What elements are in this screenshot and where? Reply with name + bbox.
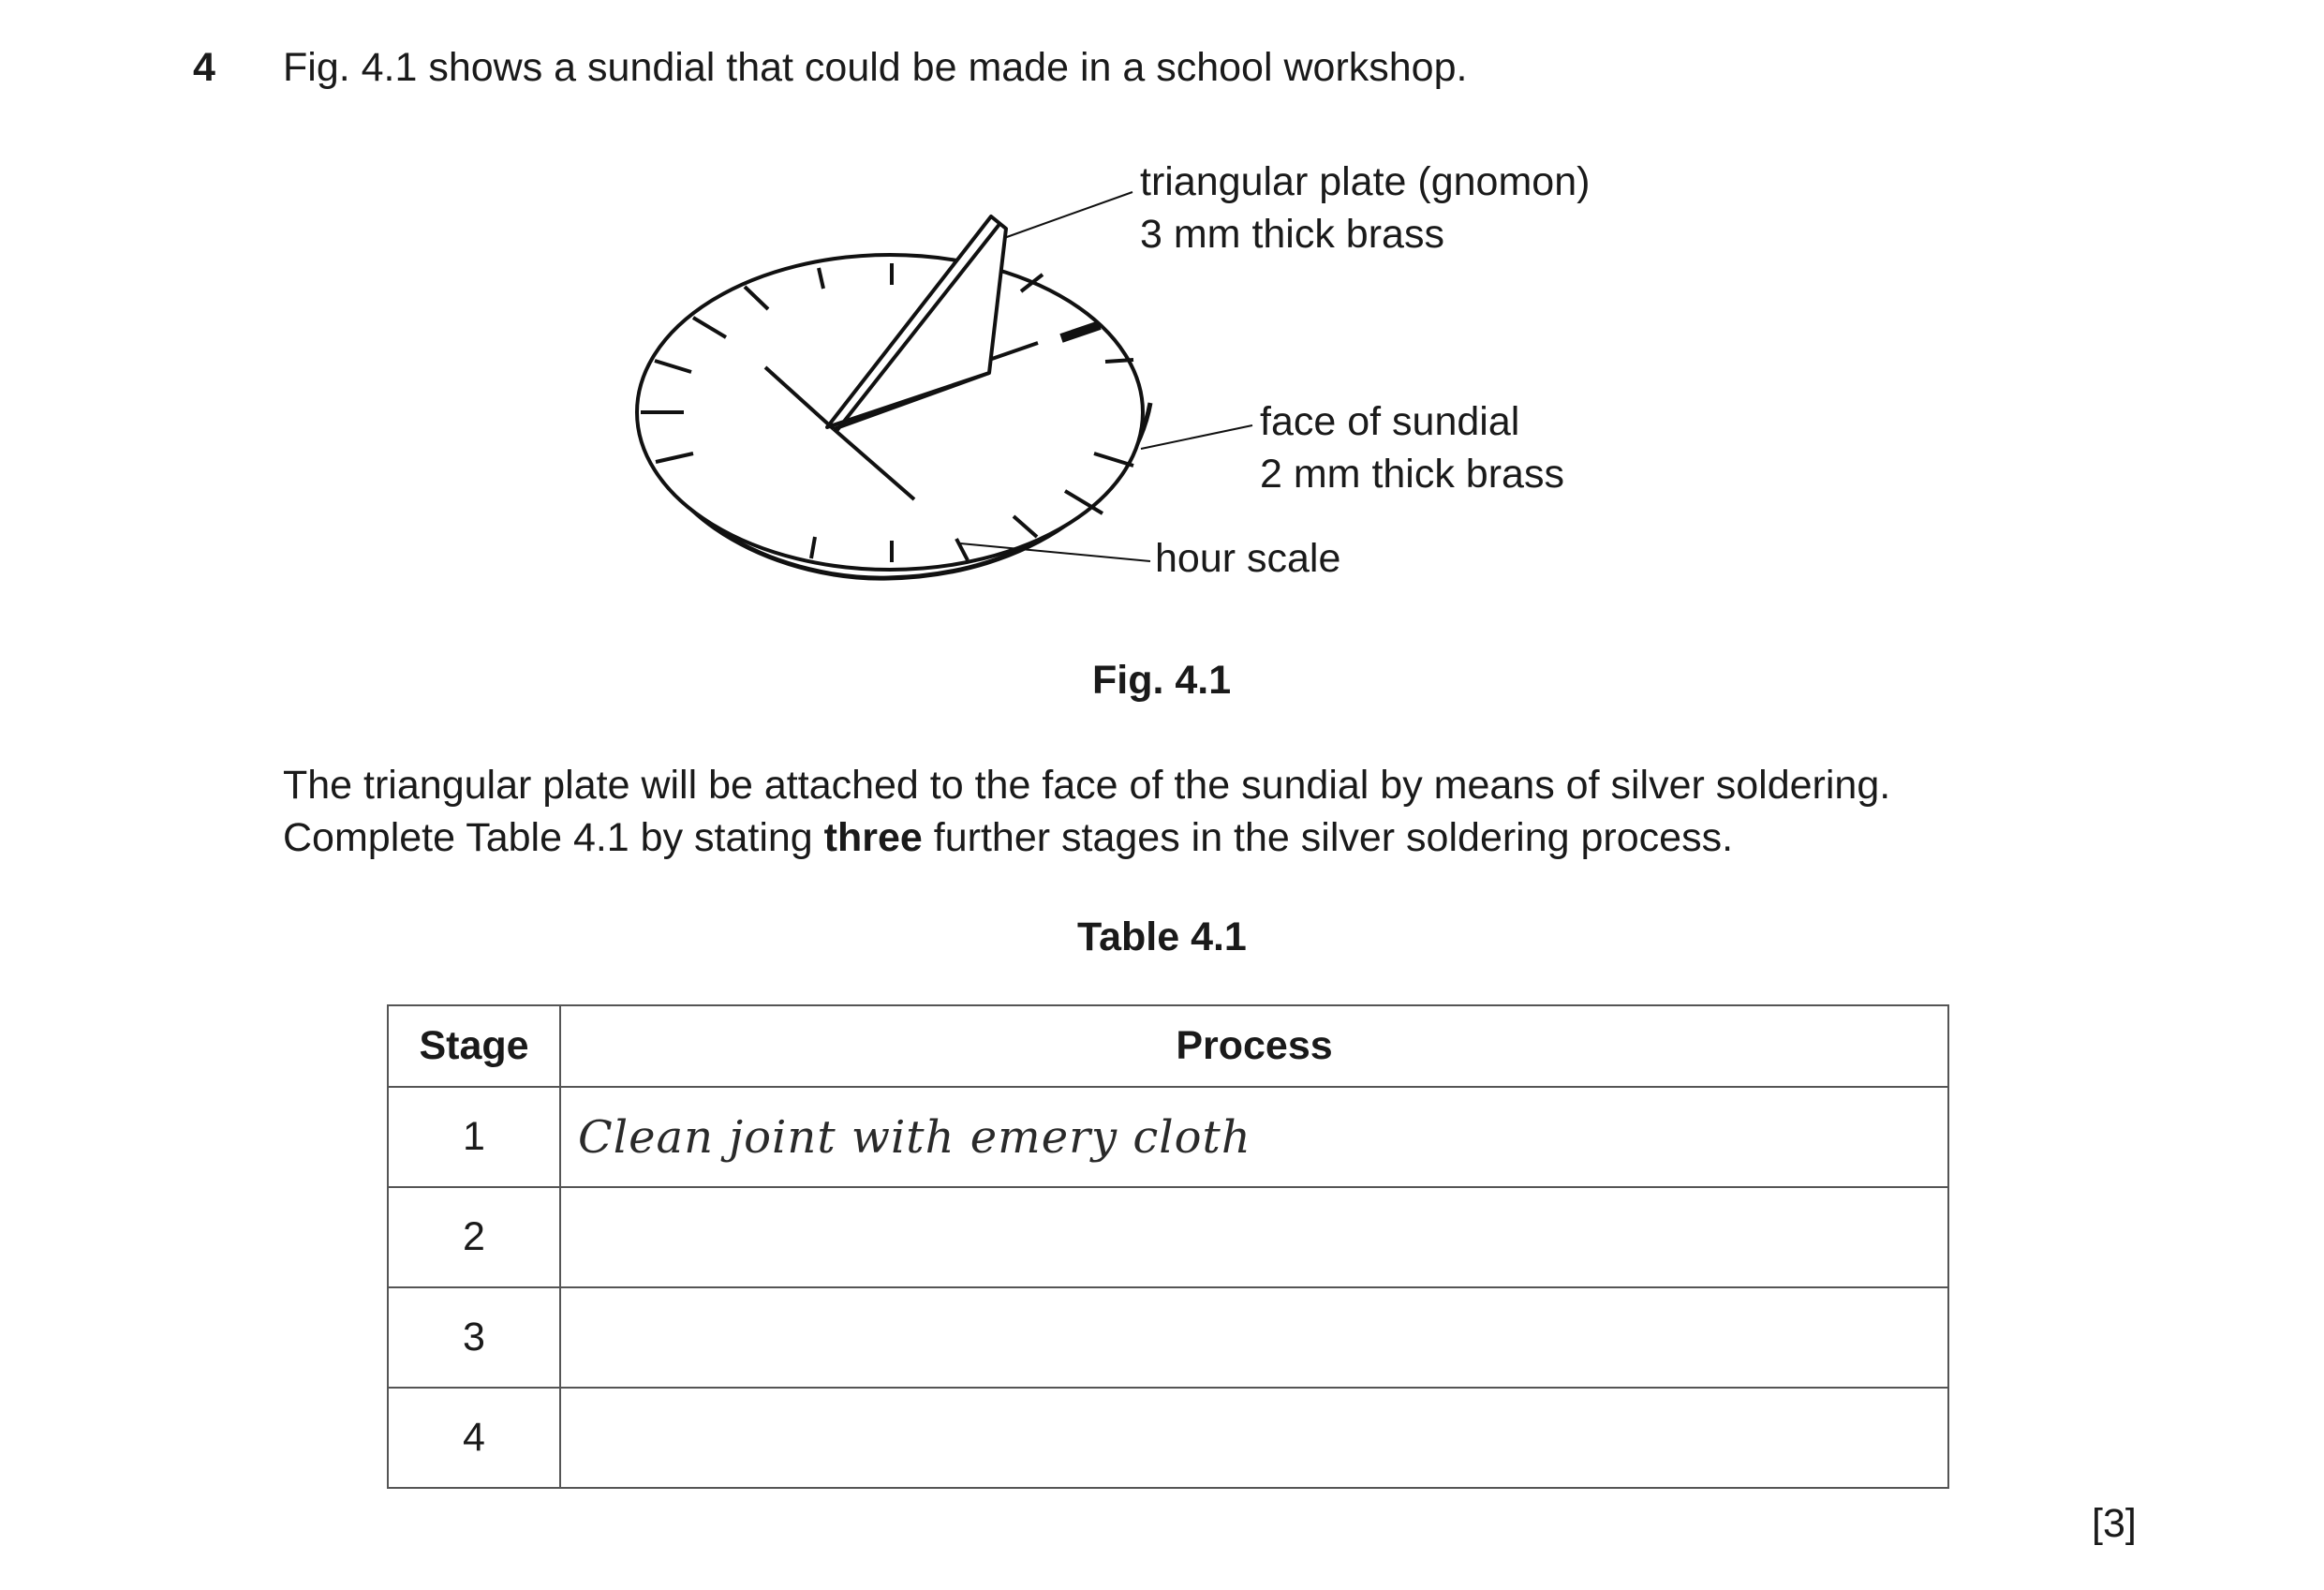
- stage-header: Stage: [388, 1005, 560, 1087]
- face-label: [1260, 395, 1564, 500]
- table-row: [388, 1388, 1948, 1488]
- instructions-line1: The triangular plate will be attached to the face of the sundial by means of silver soldering.: [283, 763, 1891, 808]
- process-cell-answer[interactable]: [560, 1287, 1948, 1388]
- process-cell-answer[interactable]: [560, 1087, 1948, 1187]
- stages-table: [387, 1004, 1949, 1489]
- gnomon-label-line2: 3 mm thick brass: [1140, 212, 1444, 257]
- handwritten-answer: Clean joint with emery cloth: [578, 1110, 1251, 1164]
- stage-cell: 4: [388, 1388, 560, 1488]
- process-cell-answer[interactable]: [560, 1388, 1948, 1488]
- instructions-line2-start: Complete Table 4.1 by stating: [283, 815, 824, 860]
- stage-cell: 2: [388, 1187, 560, 1287]
- stage-cell: 3: [388, 1287, 560, 1388]
- table-header-row: [388, 1005, 1948, 1087]
- instructions: [283, 759, 1890, 864]
- question-number: 4: [193, 45, 215, 90]
- table-row: [388, 1287, 1948, 1388]
- table-caption: Table 4.1: [1077, 914, 1247, 959]
- sundial-face: [637, 255, 1143, 570]
- figure-caption: Fig. 4.1: [1092, 658, 1232, 703]
- table-row: [388, 1087, 1948, 1187]
- marks-allocation: [3]: [2092, 1501, 2137, 1546]
- hour-scale-label: hour scale: [1155, 536, 1341, 581]
- instructions-line2: [283, 811, 1890, 864]
- question-intro: Fig. 4.1 shows a sundial that could be made in a school workshop.: [283, 45, 1468, 90]
- process-header: Process: [560, 1005, 1948, 1087]
- face-label-line2: 2 mm thick brass: [1260, 452, 1564, 497]
- table-row: [388, 1187, 1948, 1287]
- gnomon-label: [1140, 156, 1590, 260]
- process-cell-answer[interactable]: [560, 1187, 1948, 1287]
- instructions-line2-end: further stages in the silver soldering process.: [922, 815, 1734, 860]
- gnomon-label-line1: triangular plate (gnomon): [1140, 159, 1591, 204]
- face-label-line1: face of sundial: [1260, 399, 1520, 444]
- stage-cell: 1: [388, 1087, 560, 1187]
- instructions-emphasis: three: [823, 815, 923, 860]
